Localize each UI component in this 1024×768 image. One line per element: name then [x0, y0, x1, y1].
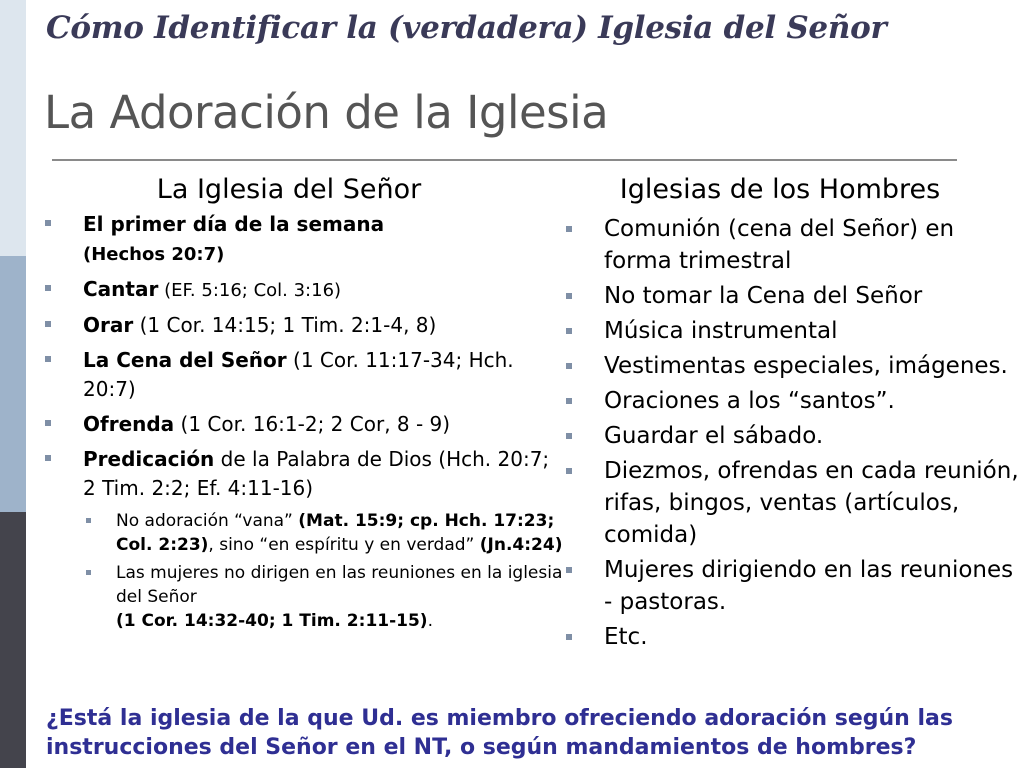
- item-text: No tomar la Cena del Señor: [604, 283, 923, 309]
- item-text: Música instrumental: [604, 318, 838, 344]
- item-ref: (Hechos 20:7): [83, 244, 225, 265]
- item-main: La Cena del Señor: [83, 348, 287, 372]
- sub-ref: (1 Cor. 14:32-40; 1 Tim. 2:11-15): [116, 611, 428, 631]
- square-bullet-icon: [566, 398, 572, 404]
- list-item: [44, 346, 564, 404]
- sidebar-segment-dark: [0, 512, 26, 768]
- square-bullet-icon: [566, 226, 572, 232]
- list-item: [565, 213, 1020, 277]
- sub-text: No adoración “vana”: [116, 511, 299, 531]
- list-item: [565, 455, 1020, 551]
- sidebar-decoration: [0, 0, 26, 768]
- right-column: [565, 172, 1020, 656]
- right-bullet-list: [565, 213, 1020, 653]
- list-item: [565, 554, 1020, 618]
- list-item: [565, 621, 1020, 653]
- square-bullet-icon: [45, 455, 51, 461]
- left-sub-list: [84, 509, 564, 633]
- list-item: [565, 350, 1020, 382]
- left-bullet-list: [44, 210, 564, 503]
- right-column-heading: Iglesias de los Hombres: [619, 174, 941, 205]
- square-bullet-icon: [45, 285, 51, 291]
- left-column: [44, 172, 564, 637]
- item-ref: (1 Cor. 16:1-2; 2 Cor, 8 - 9): [174, 412, 451, 436]
- sidebar-segment-light: [0, 0, 26, 256]
- sub-ref: (Jn.4:24): [479, 535, 563, 555]
- left-column-heading: La Iglesia del Señor: [156, 174, 422, 205]
- square-bullet-icon: [86, 518, 91, 523]
- sub-text: Las mujeres no dirigen en las reuniones en la iglesia del Señor: [116, 563, 563, 607]
- list-item: [44, 210, 564, 269]
- sub-list-item: [84, 561, 564, 633]
- square-bullet-icon: [566, 468, 572, 474]
- item-text: Vestimentas especiales, imágenes.: [604, 353, 1008, 379]
- square-bullet-icon: [566, 328, 572, 334]
- item-ref: (1 Cor. 14:15; 1 Tim. 2:1-4, 8): [133, 313, 437, 337]
- item-ref: (EF. 5:16; Col. 3:16): [158, 280, 342, 301]
- list-item: [44, 410, 564, 439]
- item-ref: (1 Cor. 11:17-34; Hch. 20:7): [83, 348, 514, 401]
- list-item: [44, 275, 564, 305]
- sidebar-segment-mid: [0, 256, 26, 512]
- square-bullet-icon: [566, 433, 572, 439]
- square-bullet-icon: [566, 634, 572, 640]
- item-text: Diezmos, ofrendas en cada reunión, rifas, bingos, ventas (artículos, comida): [604, 458, 1019, 548]
- list-item: [44, 311, 564, 340]
- item-text: Oraciones a los “santos”.: [604, 388, 895, 414]
- square-bullet-icon: [45, 420, 51, 426]
- sub-text: .: [427, 611, 433, 631]
- item-ref: de la Palabra de Dios (Hch. 20:7; 2 Tim. 2:2; Ef. 4:11-16): [83, 447, 550, 500]
- item-text: Comunión (cena del Señor) en forma trimestral: [604, 216, 955, 274]
- sub-text: , sino “en espíritu y en verdad”: [208, 535, 480, 555]
- list-item: [565, 385, 1020, 417]
- item-main: El primer día de la semana: [83, 212, 385, 236]
- list-item: [565, 420, 1020, 452]
- square-bullet-icon: [86, 570, 91, 575]
- list-item: [565, 315, 1020, 347]
- square-bullet-icon: [566, 567, 572, 573]
- item-main: Cantar: [83, 277, 159, 301]
- square-bullet-icon: [45, 220, 51, 226]
- item-text: Guardar el sábado.: [604, 423, 824, 449]
- slide-supertitle: Cómo Identificar la (verdadera) Iglesia del Señor: [46, 10, 887, 46]
- square-bullet-icon: [45, 321, 51, 327]
- title-divider: [52, 159, 957, 161]
- item-text: Mujeres dirigiendo en las reuniones - pastoras.: [604, 557, 1014, 615]
- slide-title: La Adoración de la Iglesia: [44, 86, 609, 139]
- list-item: [565, 280, 1020, 312]
- sub-list-item: [84, 509, 564, 557]
- sub-ref: (Mat. 15:9; cp. Hch. 17:23; Col. 2:23): [116, 511, 555, 555]
- item-text: Etc.: [604, 624, 648, 650]
- item-main: Ofrenda: [83, 412, 175, 436]
- square-bullet-icon: [45, 356, 51, 362]
- list-item: [44, 445, 564, 503]
- item-main: Orar: [83, 313, 134, 337]
- item-main: Predicación: [83, 447, 215, 471]
- square-bullet-icon: [566, 363, 572, 369]
- closing-question: ¿Está la iglesia de la que Ud. es miembro ofreciendo adoración según las instrucciones del Señor en el NT, o según mandamientos de hombres?: [46, 706, 953, 760]
- square-bullet-icon: [566, 293, 572, 299]
